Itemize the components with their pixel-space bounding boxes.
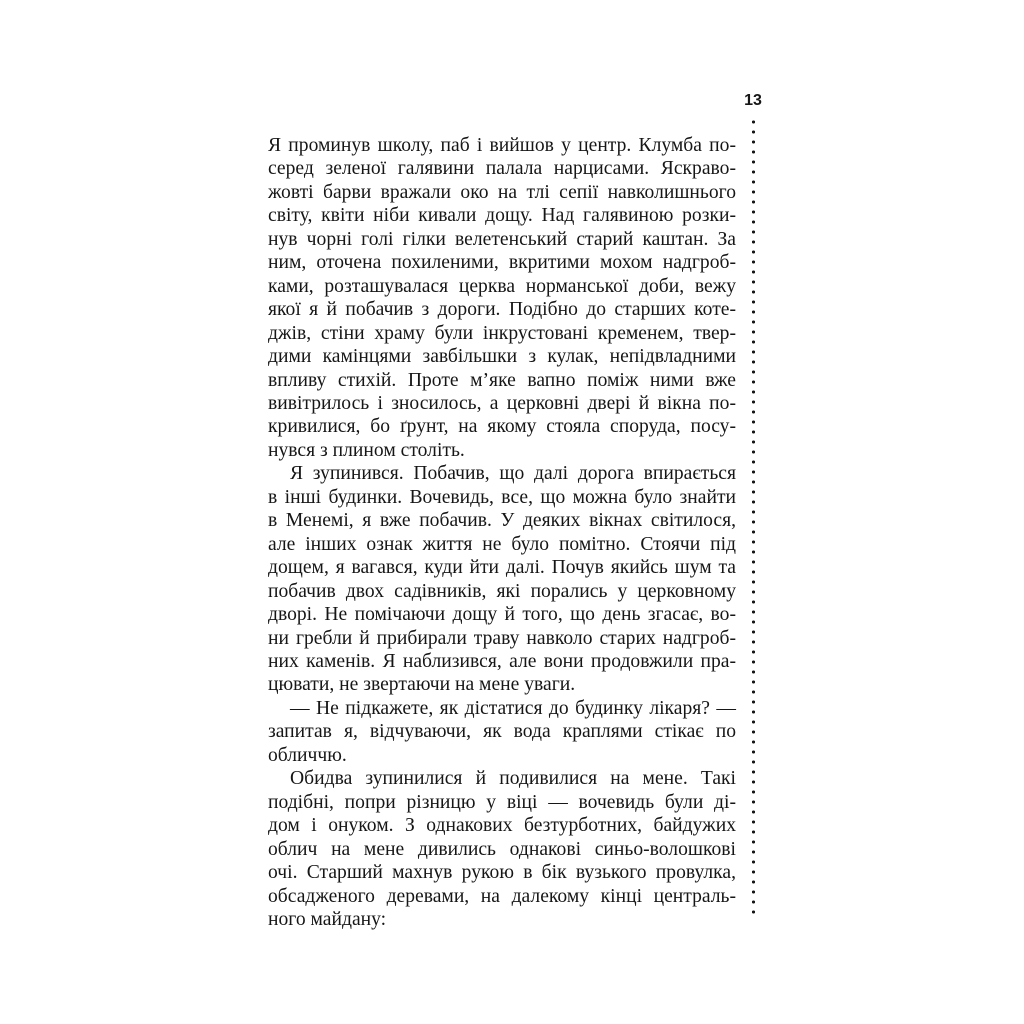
text-line: жовті барви вражали око на тлі сепії навколишнього xyxy=(268,181,736,203)
paragraph xyxy=(268,767,736,931)
text-line: них каменів. Я наблизився, але вони продовжили пра- xyxy=(268,650,736,672)
text-line: ним, оточена похиленими, вкритими мохом надгроб- xyxy=(268,252,736,274)
text-line: серед зеленої галявини палала нарцисами. Яскраво- xyxy=(268,158,736,180)
text-line: нув чорні голі гілки велетенський старий каштан. За xyxy=(268,228,736,250)
text-line: подібні, попри різницю у віці — вочевидь були ді- xyxy=(268,791,736,813)
text-line: якої я й побачив з дороги. Подібно до старших коте- xyxy=(268,299,736,321)
text-line: вивітрилось і зносилось, а церковні двері й вікна по- xyxy=(268,392,736,414)
text-line: обсадженого деревами, на далекому кінці централь- xyxy=(268,885,736,907)
page-number: 13 xyxy=(744,92,762,109)
text-block xyxy=(268,134,736,931)
text-line: Обидва зупинилися й подивилися на мене. Такі xyxy=(290,768,736,790)
text-line: дом і онуком. З однакових безтурботних, байдужих xyxy=(268,815,736,837)
text-line: — Не підкажете, як дістатися до будинку лікаря? — xyxy=(290,697,736,719)
text-line: побачив двох садівників, які порались у церковному xyxy=(268,580,736,602)
text-line: впливу стихій. Проте м’яке вапно поміж ними вже xyxy=(268,369,736,391)
text-line: в Менемі, я вже побачив. У деяких вікнах світилося, xyxy=(268,510,736,532)
text-line: ками, розташувалася церква норманської доби, вежу xyxy=(268,275,736,297)
paragraph xyxy=(268,462,736,697)
text-line: кривилися, бо ґрунт, на якому стояла споруда, посу- xyxy=(268,416,736,438)
text-line: нувся з плином століть. xyxy=(268,439,465,461)
paragraph xyxy=(268,134,736,462)
text-line: ни гребли й прибирали траву навколо старих надгроб- xyxy=(268,627,736,649)
text-line: цювати, не звертаючи на мене уваги. xyxy=(268,674,576,696)
text-line: Я проминув школу, паб і вийшов у центр. Клумба по- xyxy=(268,135,736,156)
text-line: облич на мене дивились однакові синьо-волошкові xyxy=(268,838,736,860)
text-line: запитав я, відчуваючи, як вода краплями стікає по xyxy=(268,721,736,743)
text-line: в інші будинки. Вочевидь, все, що можна було знайти xyxy=(268,486,736,508)
paragraph xyxy=(268,697,736,767)
dotted-rule xyxy=(751,117,756,915)
text-line: обличчю. xyxy=(268,744,347,766)
text-line: дворі. Не помічаючи дощу й того, що день згасає, во- xyxy=(268,604,736,626)
text-line: світу, квіти ніби кивали дощу. Над галявиною розки- xyxy=(268,205,736,227)
text-line: дощем, я вагався, куди йти далі. Почув якийсь шум та xyxy=(268,557,736,579)
text-line: очі. Старший махнув рукою в бік вузького провулка, xyxy=(268,862,736,884)
text-line: ного майдану: xyxy=(268,908,387,930)
text-line: дими камінцями завбільшки з кулак, непідвладними xyxy=(268,346,736,368)
text-line: Я зупинився. Побачив, що далі дорога впирається xyxy=(290,463,736,485)
text-line: але інших ознак життя не було помітно. Стоячи під xyxy=(268,533,736,555)
text-line: джів, стіни храму були інкрустовані кременем, твер- xyxy=(268,322,736,344)
